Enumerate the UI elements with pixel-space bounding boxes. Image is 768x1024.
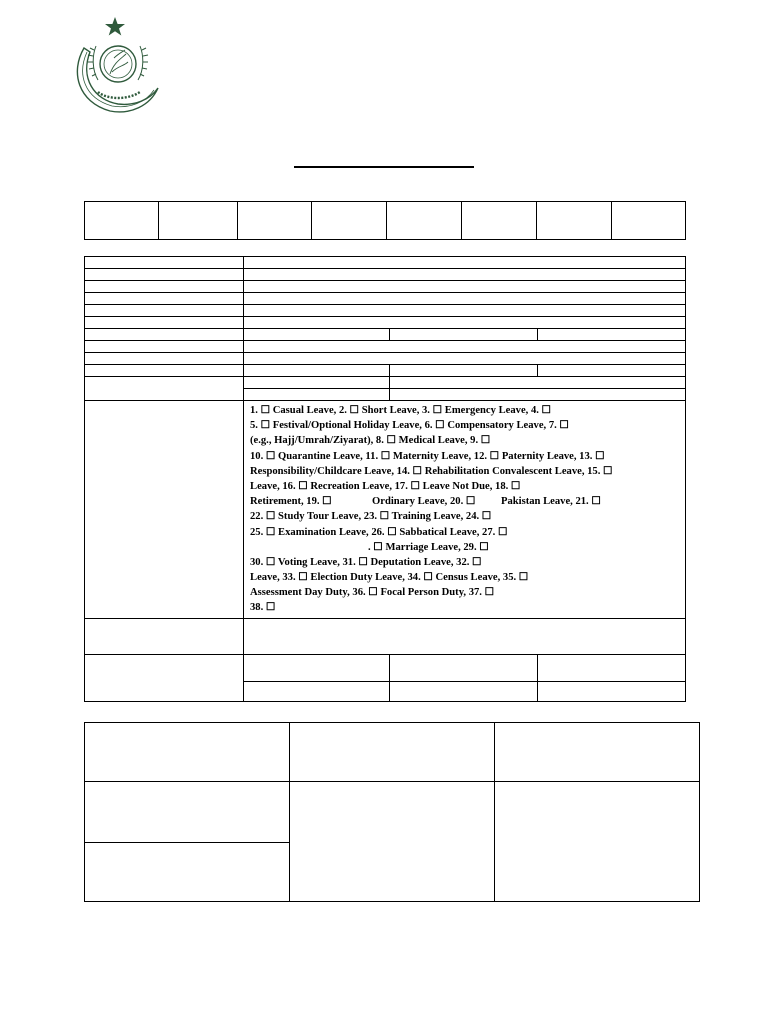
form-field[interactable] <box>538 329 686 341</box>
leave-fragment: Pakistan Leave, 21. ☐ <box>501 496 601 508</box>
approval-table <box>84 722 700 902</box>
leave-line <box>250 494 685 509</box>
approval-field[interactable] <box>290 782 495 902</box>
top-box[interactable] <box>387 202 462 240</box>
leave-line: . ☐ Marriage Leave, 29. ☐ <box>368 541 489 553</box>
form-field[interactable] <box>244 329 390 341</box>
form-field[interactable] <box>244 365 390 377</box>
form-field[interactable] <box>390 681 538 701</box>
leave-line: 10. ☐ Quarantine Leave, 11. ☐ Maternity Leave, 12. ☐ Paternity Leave, 13. ☐ <box>250 450 605 462</box>
leave-line: 38. ☐ <box>250 602 276 614</box>
form-label-cell <box>85 269 244 281</box>
form-field[interactable] <box>244 305 686 317</box>
form-field[interactable] <box>244 618 686 654</box>
top-box[interactable] <box>612 202 686 240</box>
form-field[interactable] <box>244 681 390 701</box>
form-label-cell <box>85 317 244 329</box>
application-details-table <box>84 256 686 702</box>
government-crest-icon <box>68 14 162 116</box>
top-box[interactable] <box>537 202 612 240</box>
approval-field[interactable] <box>495 782 700 902</box>
leave-line: 5. ☐ Festival/Optional Holiday Leave, 6. ☐ Compensatory Leave, 7. ☐ <box>250 420 569 432</box>
form-title-underline <box>294 166 474 168</box>
leave-type-label-cell <box>85 401 244 619</box>
leave-line: Assessment Day Duty, 36. ☐ Focal Person Duty, 37. ☐ <box>250 587 495 599</box>
leave-line: 25. ☐ Examination Leave, 26. ☐ Sabbatical Leave, 27. ☐ <box>250 526 508 538</box>
top-boxes-table <box>84 201 686 240</box>
leave-line: (e.g., Hajj/Umrah/Ziyarat), 8. ☐ Medical Leave, 9. ☐ <box>250 435 491 447</box>
form-label-cell <box>85 654 244 701</box>
top-box[interactable] <box>85 202 159 240</box>
form-label-cell <box>85 618 244 654</box>
leave-type-options[interactable] <box>244 401 686 619</box>
top-box[interactable] <box>159 202 238 240</box>
form-field[interactable] <box>538 681 686 701</box>
form-label-cell <box>85 341 244 353</box>
form-field[interactable] <box>538 654 686 681</box>
leave-line: Leave, 33. ☐ Election Duty Leave, 34. ☐ Census Leave, 35. ☐ <box>250 572 529 584</box>
form-field[interactable] <box>244 293 686 305</box>
form-field[interactable] <box>244 353 686 365</box>
leave-fragment: Retirement, 19. ☐ <box>250 496 332 508</box>
top-box[interactable] <box>312 202 387 240</box>
form-field[interactable] <box>390 654 538 681</box>
leave-line: Responsibility/Childcare Leave, 14. ☐ Rehabilitation Convalescent Leave, 15. ☐ <box>250 465 613 477</box>
leave-line: 1. ☐ Casual Leave, 2. ☐ Short Leave, 3. ☐ Emergency Leave, 4. ☐ <box>250 405 552 416</box>
leave-fragment: Ordinary Leave, 20. ☐ <box>372 496 476 508</box>
leave-line: Leave, 16. ☐ Recreation Leave, 17. ☐ Leave Not Due, 18. ☐ <box>250 480 521 492</box>
form-field[interactable] <box>244 257 686 269</box>
form-field[interactable] <box>538 365 686 377</box>
form-label-cell <box>85 365 244 377</box>
form-field[interactable] <box>244 654 390 681</box>
approval-header-cell <box>290 723 495 782</box>
form-field[interactable] <box>390 389 686 401</box>
approval-header-cell <box>495 723 700 782</box>
leave-line: 30. ☐ Voting Leave, 31. ☐ Deputation Leave, 32. ☐ <box>250 556 482 568</box>
form-label-cell <box>85 377 244 401</box>
top-box[interactable] <box>462 202 537 240</box>
form-label-cell <box>85 281 244 293</box>
form-label-cell <box>85 293 244 305</box>
form-field[interactable] <box>390 329 538 341</box>
form-field[interactable] <box>390 365 538 377</box>
form-field[interactable] <box>244 377 390 389</box>
form-field[interactable] <box>244 389 390 401</box>
form-field[interactable] <box>390 377 686 389</box>
form-field[interactable] <box>244 281 686 293</box>
approval-header-cell <box>85 723 290 782</box>
form-label-cell <box>85 305 244 317</box>
form-label-cell <box>85 257 244 269</box>
form-field[interactable] <box>244 341 686 353</box>
approval-field[interactable] <box>85 782 290 843</box>
form-field[interactable] <box>244 269 686 281</box>
approval-field[interactable] <box>85 843 290 902</box>
top-box[interactable] <box>238 202 312 240</box>
form-label-cell <box>85 353 244 365</box>
leave-line: 22. ☐ Study Tour Leave, 23. ☐ Training Leave, 24. ☐ <box>250 511 492 523</box>
form-field[interactable] <box>244 317 686 329</box>
form-label-cell <box>85 329 244 341</box>
